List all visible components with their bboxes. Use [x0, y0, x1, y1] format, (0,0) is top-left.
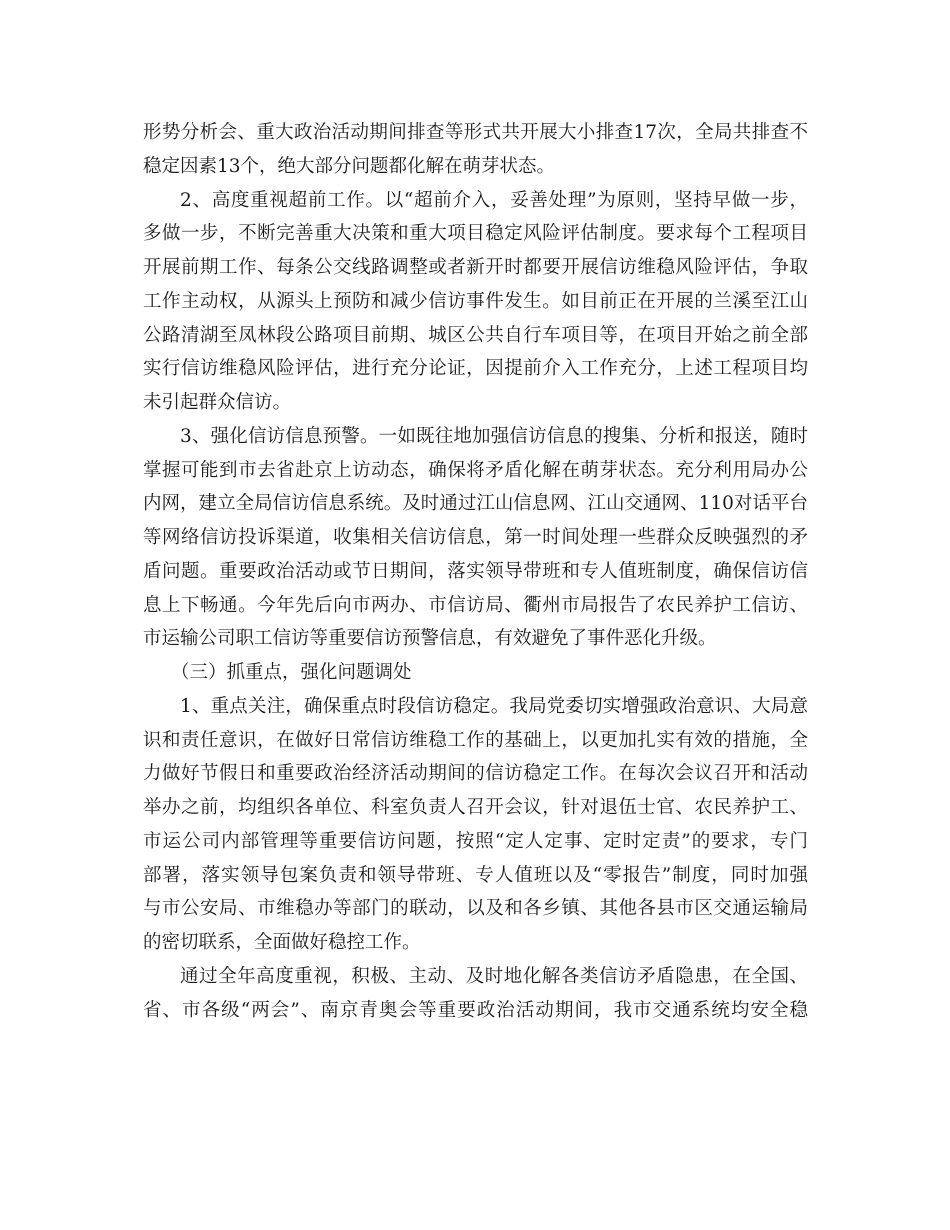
text-line: 稳定因素13个，绝大部分问题都化解在萌芽状态。 — [143, 155, 556, 177]
text-line: 掌握可能到市去省赴京上访动态，确保将矛盾化解在萌芽状态。充分利用局办公 — [143, 459, 808, 481]
text-line: 市运输公司职工信访等重要信访预警信息，有效避免了事件恶化升级。 — [143, 628, 717, 650]
text-line: 通过全年高度重视，积极、主动、及时地化解各类信访矛盾隐患，在全国、 — [180, 965, 808, 987]
text-line: 识和责任意识，在做好日常信访维稳工作的基础上，以更加扎实有效的措施，全 — [143, 729, 808, 751]
text-line: 未引起群众信访。 — [143, 392, 292, 413]
text-line: 盾问题。重要政治活动或节日期间，落实领导带班和专人值班制度，确保信访信 — [143, 560, 808, 582]
text-line: 工作主动权，从源头上预防和减少信访事件发生。如目前正在开展的兰溪至江山 — [143, 290, 808, 312]
text-line: 开展前期工作、每条公交线路调整或者新开时都要开展信访维稳风险评估，争取 — [143, 257, 808, 278]
document-body — [143, 116, 808, 1027]
text-line: 形势分析会、重大政治活动期间排查等形式共开展大小排查17次，全局共排查不 — [143, 122, 808, 143]
text-line: 1、重点关注，确保重点时段信访稳定。我局党委切实增强政治意识、大局意 — [180, 695, 808, 717]
text-line: 力做好节假日和重要政治经济活动期间的信访稳定工作。在每次会议召开和活动 — [143, 763, 808, 785]
text-line: 的密切联系，全面做好稳控工作。 — [143, 932, 421, 953]
text-line: 内网，建立全局信访信息系统。及时通过江山信息网、江山交通网、110对话平台 — [143, 493, 808, 515]
text-line: 多做一步，不断完善重大决策和重大项目稳定风险评估制度。要求每个工程项目 — [143, 223, 808, 245]
text-line: 等网络信访投诉渠道，收集相关信访信息，第一时间处理一些群众反映强烈的矛 — [143, 527, 808, 548]
text-line: 举办之前，均组织各单位、科室负责人召开会议，针对退伍士官、农民养护工、 — [143, 797, 808, 818]
text-line: 实行信访维稳风险评估，进行充分论证，因提前介入工作充分，上述工程项目均 — [143, 358, 808, 380]
text-line: 息上下畅通。今年先后向市两办、市信访局、衢州市局报告了农民养护工信访、 — [143, 594, 808, 616]
text-line: 部署，落实领导包案负责和领导带班、专人值班以及“零报告”制度，同时加强 — [143, 864, 808, 886]
text-line: 2、高度重视超前工作。以“超前介入，妥善处理”为原则，坚持早做一步， — [180, 189, 808, 211]
text-line: 市运公司内部管理等重要信访问题，按照“定人定事、定时定责”的要求，专门 — [143, 830, 808, 852]
text-line: 公路清湖至凤林段公路项目前期、城区公共自行车项目等，在项目开始之前全部 — [143, 324, 808, 346]
text-line: 省、市各级“两会”、南京青奥会等重要政治活动期间，我市交通系统均安全稳 — [143, 999, 808, 1021]
text-line: 3、强化信访信息预警。一如既往地加强信访信息的搜集、分析和报送，随时 — [180, 425, 808, 447]
section-heading: （三）抓重点，强化问题调处 — [171, 662, 412, 683]
text-line: 与市公安局、市维稳办等部门的联动，以及和各乡镇、其他各县市区交通运输局 — [143, 898, 808, 920]
